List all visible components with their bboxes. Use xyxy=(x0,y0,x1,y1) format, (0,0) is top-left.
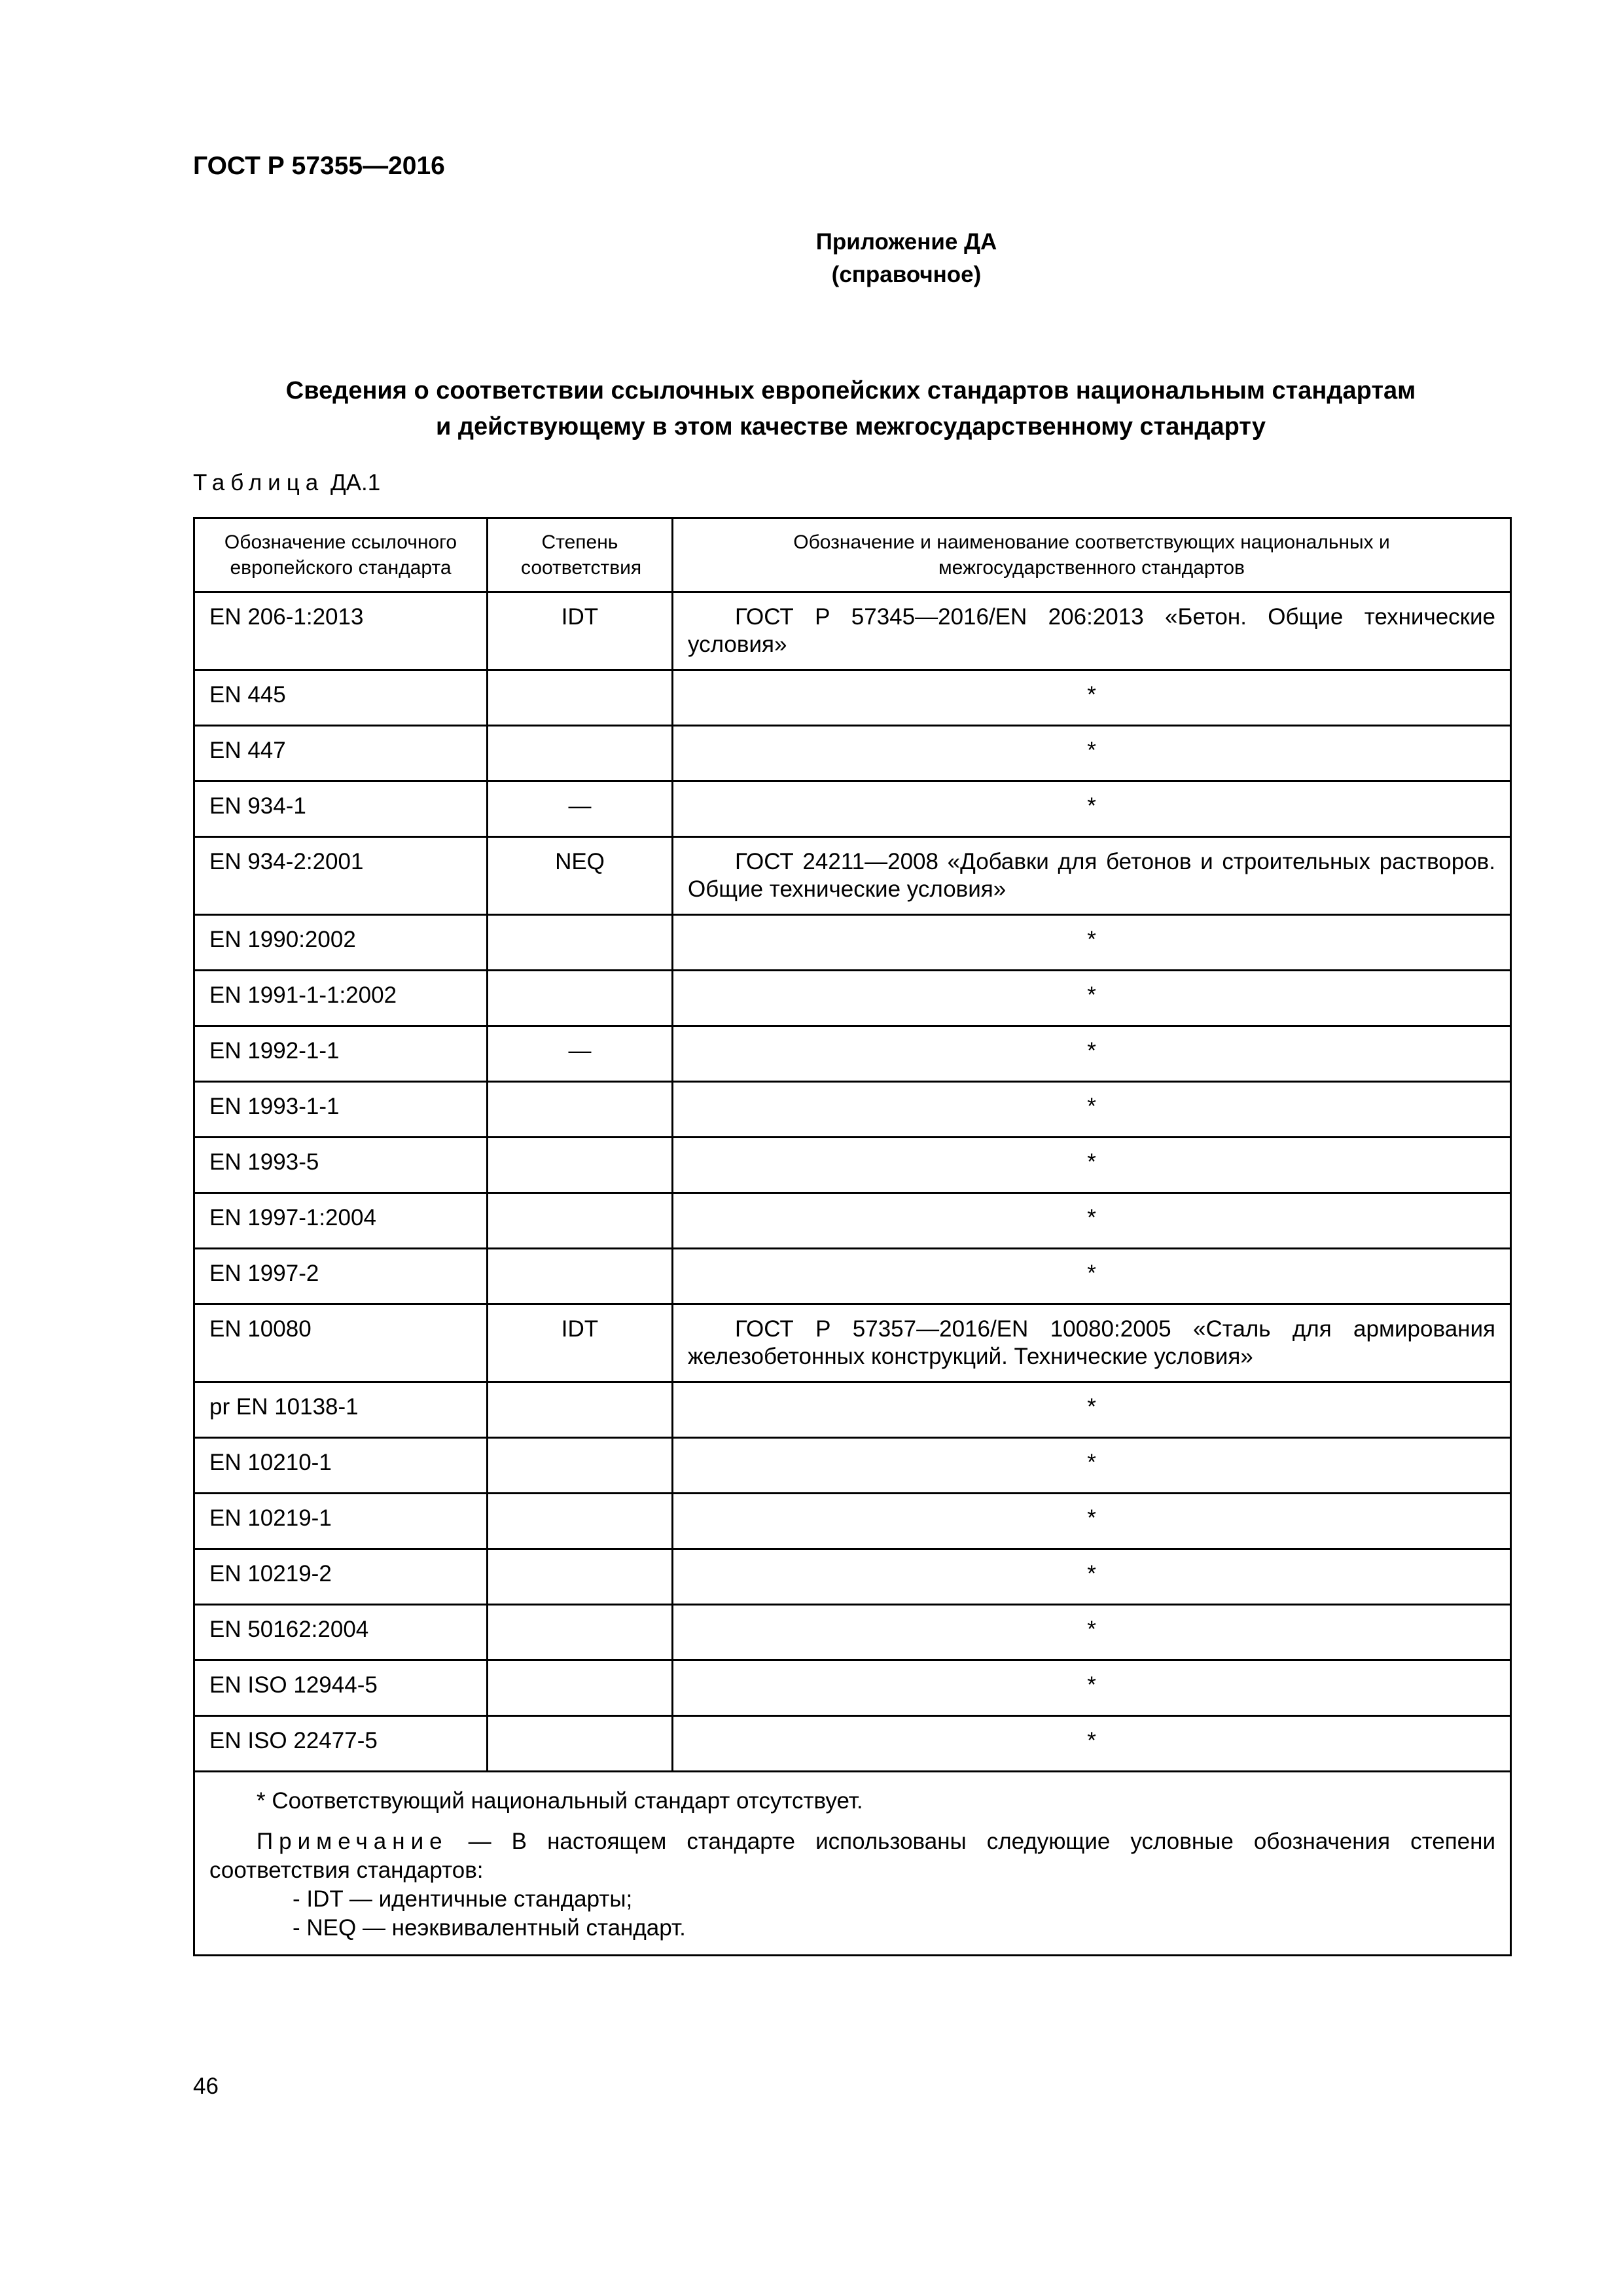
cell-degree: NEQ xyxy=(488,837,673,915)
cell-ref-standard: EN ISO 22477-5 xyxy=(194,1716,488,1772)
table-row xyxy=(194,1382,1511,1438)
cell-national-standard: ГОСТ Р 57345—2016/EN 206:2013 «Бетон. Общие технические условия» xyxy=(673,592,1511,670)
table-row xyxy=(194,971,1511,1026)
cell-national-standard: * xyxy=(673,1382,1511,1438)
table-row xyxy=(194,726,1511,781)
cell-degree: IDT xyxy=(488,1304,673,1382)
appendix-label xyxy=(0,226,1623,291)
cell-degree xyxy=(488,1660,673,1716)
cell-national-standard: * xyxy=(673,915,1511,971)
cell-ref-standard: EN 10080 xyxy=(194,1304,488,1382)
document-code: ГОСТ Р 57355—2016 xyxy=(193,152,445,180)
cell-ref-standard: EN 934-1 xyxy=(194,781,488,837)
cell-national-standard: * xyxy=(673,1138,1511,1193)
header-national-standard: Обозначение и наименование соответствующих национальных и межгосударственного стандартов xyxy=(673,518,1511,592)
table-row xyxy=(194,592,1511,670)
table-footnote-cell xyxy=(194,1772,1511,1956)
cell-ref-standard: EN 447 xyxy=(194,726,488,781)
cell-ref-standard: EN 1993-5 xyxy=(194,1138,488,1193)
table-row xyxy=(194,670,1511,726)
cell-ref-standard: EN 934-2:2001 xyxy=(194,837,488,915)
cell-ref-standard: EN 1993-1-1 xyxy=(194,1082,488,1138)
cell-degree xyxy=(488,1716,673,1772)
table-caption-word: Таблица xyxy=(193,470,325,495)
cell-ref-standard: EN 10210-1 xyxy=(194,1438,488,1494)
section-heading xyxy=(193,373,1508,445)
table-row xyxy=(194,1249,1511,1304)
cell-degree xyxy=(488,1138,673,1193)
cell-ref-standard: EN 1991-1-1:2002 xyxy=(194,971,488,1026)
cell-ref-standard: EN ISO 12944-5 xyxy=(194,1660,488,1716)
cell-national-standard: * xyxy=(673,781,1511,837)
table-row xyxy=(194,1138,1511,1193)
note-item-neq: - NEQ — неэквивалентный стандарт. xyxy=(293,1915,686,1941)
table-row xyxy=(194,1026,1511,1082)
cell-degree xyxy=(488,971,673,1026)
table-header-row xyxy=(194,518,1511,592)
heading-line-1: Сведения о соответствии ссылочных европейских стандартов национальным стандартам xyxy=(285,377,1416,404)
cell-national-standard: * xyxy=(673,1438,1511,1494)
cell-ref-standard: EN 445 xyxy=(194,670,488,726)
cell-national-standard: * xyxy=(673,726,1511,781)
cell-degree xyxy=(488,1549,673,1605)
cell-ref-standard: EN 1990:2002 xyxy=(194,915,488,971)
note-paragraph xyxy=(209,1827,1495,1885)
cell-degree: — xyxy=(488,1026,673,1082)
cell-degree: IDT xyxy=(488,592,673,670)
cell-degree xyxy=(488,1249,673,1304)
cell-ref-standard: EN 10219-1 xyxy=(194,1494,488,1549)
note-item-idt: - IDT — идентичные стандарты; xyxy=(293,1886,633,1912)
cell-degree xyxy=(488,1494,673,1549)
table-footnote-row xyxy=(194,1772,1511,1956)
table-body xyxy=(194,592,1511,1772)
cell-degree xyxy=(488,726,673,781)
cell-ref-standard: EN 206-1:2013 xyxy=(194,592,488,670)
table-row xyxy=(194,1660,1511,1716)
cell-degree xyxy=(488,915,673,971)
cell-national-standard: * xyxy=(673,1716,1511,1772)
cell-ref-standard: EN 1997-2 xyxy=(194,1249,488,1304)
cell-degree xyxy=(488,1193,673,1249)
table-caption xyxy=(193,470,380,496)
cell-degree: — xyxy=(488,781,673,837)
note-label: Примечание xyxy=(257,1829,448,1854)
cell-national-standard: * xyxy=(673,1026,1511,1082)
appendix-title: Приложение ДА xyxy=(815,229,997,255)
cell-national-standard: * xyxy=(673,971,1511,1026)
cell-national-standard: ГОСТ Р 57357—2016/EN 10080:2005 «Сталь для армирования железобетонных конструкций. Технические условия» xyxy=(673,1304,1511,1382)
cell-national-standard: * xyxy=(673,1605,1511,1660)
correspondence-table xyxy=(193,517,1512,1956)
header-ref-standard: Обозначение ссылочного европейского стандарта xyxy=(194,518,488,592)
table-row xyxy=(194,1304,1511,1382)
cell-degree xyxy=(488,1605,673,1660)
cell-ref-standard: pr EN 10138-1 xyxy=(194,1382,488,1438)
cell-degree xyxy=(488,1438,673,1494)
cell-national-standard: * xyxy=(673,1549,1511,1605)
header-degree: Степень соответствия xyxy=(488,518,673,592)
cell-ref-standard: EN 1997-1:2004 xyxy=(194,1193,488,1249)
cell-national-standard: * xyxy=(673,1494,1511,1549)
cell-degree xyxy=(488,1082,673,1138)
page-number: 46 xyxy=(193,2073,219,2099)
table-row xyxy=(194,1494,1511,1549)
cell-national-standard: * xyxy=(673,670,1511,726)
table-row xyxy=(194,1082,1511,1138)
cell-degree xyxy=(488,1382,673,1438)
cell-ref-standard: EN 50162:2004 xyxy=(194,1605,488,1660)
cell-national-standard: ГОСТ 24211—2008 «Добавки для бетонов и строительных растворов. Общие технические условия» xyxy=(673,837,1511,915)
cell-ref-standard: EN 10219-2 xyxy=(194,1549,488,1605)
table-row xyxy=(194,1193,1511,1249)
table-row xyxy=(194,1605,1511,1660)
table-row xyxy=(194,837,1511,915)
table-row xyxy=(194,781,1511,837)
cell-national-standard: * xyxy=(673,1249,1511,1304)
cell-national-standard: * xyxy=(673,1082,1511,1138)
note-text: — В настоящем стандарте использованы следующие условные обозначения степени соответствия стандартов: xyxy=(209,1829,1495,1883)
table-row xyxy=(194,1549,1511,1605)
footnote-text: * Соответствующий национальный стандарт отсутствует. xyxy=(257,1788,863,1814)
table-caption-number: ДА.1 xyxy=(330,470,381,495)
table-row xyxy=(194,1716,1511,1772)
heading-line-2: и действующему в этом качестве межгосударственному стандарту xyxy=(435,413,1266,440)
cell-national-standard: * xyxy=(673,1660,1511,1716)
cell-degree xyxy=(488,670,673,726)
table-row xyxy=(194,915,1511,971)
appendix-subtitle: (справочное) xyxy=(831,262,982,287)
cell-ref-standard: EN 1992-1-1 xyxy=(194,1026,488,1082)
table-row xyxy=(194,1438,1511,1494)
cell-national-standard: * xyxy=(673,1193,1511,1249)
